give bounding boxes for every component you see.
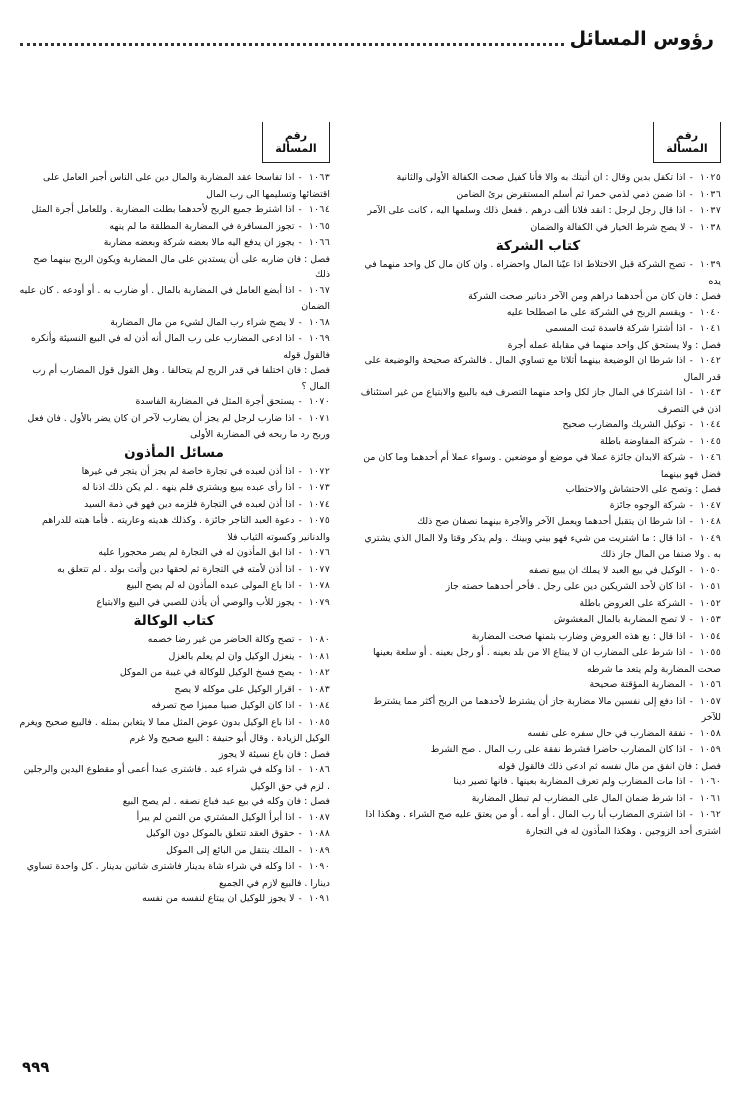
issue-number: ١٠٧١ - (297, 413, 330, 424)
issue-text: اذا مات المضارب ولم تعرف المضاربة بعينها . فانها تصير دينا (453, 776, 686, 787)
issue-text: اقرار الوكيل على موكله لا يصح (174, 683, 295, 695)
issue-number: ١٠٥٠ - (688, 565, 721, 576)
issue-number: ١٠٨١ - (297, 651, 330, 662)
issue-number: ١٠٧٩ - (297, 597, 330, 608)
issue-text: اذا شرطا ان الوضيعة بينهما أثلاثا مع تساوي المال . فالشركة صحيحة والوضيعة على قدر المال (364, 355, 721, 383)
issue-number: ١٠٨٥ - (297, 717, 330, 728)
issue-number: ١٠٧٦ - (297, 548, 330, 558)
issue-entry (18, 632, 330, 649)
issue-entry (355, 417, 721, 434)
issue-text: دعوة العبد التاجر جائزة . وكذلك هديته وعاريته . فأما هبته للدراهم والدنانير وكسوته الثياب فلا (42, 515, 330, 543)
issue-text: يستحق أجرة المثل في المضاربة الفاسدة (135, 396, 295, 407)
issue-entry (355, 726, 721, 743)
issue-number: ١٠٥٩ - (688, 745, 721, 755)
issue-number: ١٠٤٨ - (688, 517, 721, 527)
issue-text: المضاربة المؤقتة صحيحة (589, 679, 686, 690)
issue-number-label-box (653, 122, 721, 163)
issue-text: اذا كان المضارب حاضرا فشرط نفقة على رب المال . صح الشرط (430, 744, 686, 755)
issue-number: ١٠٦٥ - (297, 221, 330, 232)
issue-text: حقوق العقد تتعلق بالموكل دون الوكيل (145, 828, 295, 839)
page-number: ٩٩٩ (22, 1058, 50, 1076)
issue-text: اذا قال : ما اشتريت من شيء فهو بيني وبينك . ولم يذكر وقتا ولا المال الذي يشتري به . ولا صنفا من المال جاز ذلك (364, 532, 721, 560)
issue-text: اذا قال رجل لرجل : انقد فلانا ألف درهم . ففعل ذلك وسلمها اليه ، كانت على الآمر (367, 205, 686, 216)
left-column-head (18, 122, 330, 162)
issue-entry (355, 694, 721, 726)
section-heading: كتاب الوكالة (133, 613, 215, 629)
issue-number: ١٠٤٤ - (688, 420, 721, 430)
issue-number-label-line2: المسألة (666, 142, 708, 155)
issue-text: لا تصح المضاربة بالمال المغشوش (553, 614, 686, 625)
issue-number: ١٠٨٧ - (297, 812, 330, 823)
issue-text: شركة الوجوه جائزة (609, 499, 686, 511)
issue-text: فصل : فان وكله في بيع عبد فباع نصفه . لم يصح البيع (122, 796, 330, 807)
issue-text: نفقة المضارب في حال سفره على نفسه (527, 727, 686, 739)
issue-text: اذا قال : بع هذه العروض وضارب بثمنها صحت المضاربة (471, 630, 686, 642)
issue-entry (18, 170, 330, 202)
header-dotted-rule (20, 43, 564, 46)
right-column-head (355, 122, 721, 162)
issue-entry (18, 283, 330, 315)
issue-entry (355, 257, 721, 289)
section-heading: مسائل المأذون (124, 444, 224, 461)
issue-number: ١٠٤٣ - (688, 388, 721, 398)
issue-number: ١٠٥٢ - (688, 598, 721, 609)
issue-entry (355, 187, 721, 204)
issue-text: الملك ينتقل من البائع إلى الموكل (166, 844, 295, 856)
issue-entry (355, 629, 721, 646)
issue-entry (18, 315, 330, 332)
issue-entry (18, 202, 330, 219)
issue-text: اذا ابق المأذون له في التجارة لم يصر محجورا عليه (98, 547, 295, 558)
issue-entry (355, 579, 721, 596)
issue-number: ١٠٨٣ - (297, 684, 330, 695)
issue-number: ١٠٧٨ - (297, 581, 330, 591)
issue-entry (18, 794, 330, 810)
issue-text: اذا أبضع العامل في المضاربة بالمال . أو ضارب به . أو أودعه . كان عليه الضمان (19, 284, 330, 312)
issue-number: ١٠٧٥ - (297, 516, 330, 526)
issue-number: ١٠٥١ - (688, 582, 721, 592)
issue-text: يجوز ان يدفع اليه مالا بعضه شركة وبعضه مضاربة (103, 237, 295, 248)
issue-entry (355, 289, 721, 305)
issue-entry (18, 363, 330, 394)
issue-entry (355, 305, 721, 322)
issue-entry (355, 563, 721, 580)
issue-text: اذا اشترط جميع الربح لأحدهما بطلت المضاربة . وللعامل أجرة المثل (31, 204, 295, 215)
issue-number: ١٠٨٢ - (297, 668, 330, 678)
issue-number-label-line1: رقم (284, 129, 308, 142)
issue-text: تصح وكالة الحاضر من غير رضا خصمه (147, 634, 295, 645)
right-column (355, 122, 721, 839)
issue-number: ١٠٦٠ - (688, 777, 721, 787)
issue-number: ١٠٤٢ - (688, 356, 721, 366)
issue-entry (18, 843, 330, 860)
issue-entry (18, 394, 330, 411)
issue-entry (18, 578, 330, 595)
issue-number: ١٠٤٩ - (688, 533, 721, 544)
issue-entry (18, 235, 330, 252)
issue-number: ١٠٣٧ - (688, 206, 721, 216)
issue-text: اذا باع المولى عبده المأذون له لم يصح البيع (126, 580, 295, 591)
issue-entry (18, 715, 330, 747)
issue-entry (355, 482, 721, 498)
issue-text: اذا أذن لعبده في تجارة خاصة لم يجز أن يتجر في غيرها (81, 465, 295, 477)
issue-text: اذا أشترا شركة فاسدة ثبت المسمى (545, 323, 686, 334)
issue-entry (355, 514, 721, 531)
issue-text: اذا باع الوكيل بدون عوض المثل مما لا يتغابن بمثله . فالبيع صحيح ويغرم الوكيل الزيادة . وقال أبو حنيفة : البيع صحيح ولا غرم (19, 716, 330, 744)
header-title: رؤوس المسائل (569, 28, 714, 50)
issue-entry (18, 252, 330, 283)
issue-text: ويقسم الربح في الشركة على ما اصطلحا عليه (506, 306, 686, 318)
issue-entry (18, 464, 330, 481)
issue-text: اذا دفع إلى نفسين مالا مضاربة جاز أن يشترط لأحدهما من الربح أكثر مما يشترط للآخر (373, 695, 721, 723)
issue-text: اذا شرط على المضارب ان لا يبتاع الا من بلد بعينه . أو رجل بعينه . أو سلعة بعينها صحت المضاربة ولم يتعد ما شرطه (372, 647, 721, 675)
issue-entry (355, 170, 721, 187)
issue-text: تصح الشركة قبل الاختلاط اذا عيّنا المال واحضراه . وان كان مال كل واحد منهما في يده (364, 259, 721, 287)
issue-entry (18, 219, 330, 236)
issue-number: ١٠٨٩ - (297, 845, 330, 856)
issue-entry (18, 545, 330, 562)
issue-text: فصل : فان اختلفا في قدر الربح لم يتحالفا . وهل القول قول المضارب أم رب المال ؟ (32, 365, 330, 392)
issue-entry (18, 411, 330, 443)
issue-entry (18, 513, 330, 545)
issue-entry (355, 498, 721, 515)
issue-text: اذا رأى عبده يبيع ويشتري فلم ينهه . لم يكن ذلك اذنا له (81, 482, 295, 493)
issue-text: يجوز للأب والوصي أن يأذن للصبي في البيع والابتياع (96, 596, 295, 608)
issue-entry (18, 562, 330, 579)
issue-text: اذا تكفل بدين وقال : ان أتيتك به والا فأنا كفيل صحت الكفالة الأولى والثانية (396, 172, 686, 183)
issue-text: اذا ادعى المضارب على رب المال أنه أذن له في البيع النسيئة وأنكره فالقول قوله (30, 333, 330, 361)
issue-number: ١٠٥٦ - (688, 680, 721, 690)
issue-text: اذا أبرأ الوكيل المشتري من الثمن لم يبرأ (136, 811, 295, 823)
issue-entry (355, 450, 721, 482)
issue-number: ١٠٤١ - (688, 324, 721, 334)
issue-entry (355, 596, 721, 613)
issue-number: ١٠٦٨ - (297, 317, 330, 328)
issue-text: تجوز المسافرة في المضاربة المطلقة ما لم ينهه (109, 220, 295, 232)
issue-entry (18, 826, 330, 843)
issue-number: ١٠٦٤ - (297, 205, 330, 215)
issue-number: ١٠٦٩ - (297, 334, 330, 344)
issue-text: لا يصح شرط الخيار في الكفالة والضمان (530, 221, 686, 233)
issue-entry (18, 891, 330, 908)
issue-number: ١٠٦١ - (688, 793, 721, 804)
issue-entry (18, 682, 330, 699)
issue-text: لا يجوز للوكيل ان يبتاع لنفسه من نفسه (142, 893, 295, 904)
issue-number: ١٠٣٦ - (688, 189, 721, 200)
issue-text: اذا وكله في شراء عبد . فاشترى عبدا أعمى أو مقطوع اليدين والرجلين . لزم في حق الوكيل (23, 764, 330, 792)
issue-entry (18, 497, 330, 514)
issue-number: ١٠٨٤ - (297, 701, 330, 711)
issue-text: شركة الابدان جائزة عملا في موضع أو موضعين . وسواء عملا أم أحدهما وما كان من فضل فهو بينهما (363, 452, 721, 480)
issue-entry (355, 612, 721, 629)
issue-text: الوكيل في بيع العبد لا يملك ان يبيع نصفه (528, 564, 686, 576)
issue-number: ١٠٣٩ - (688, 260, 721, 270)
issue-number: ١٠٦٧ - (297, 285, 330, 296)
issue-number: ١٠٥٥ - (688, 648, 721, 658)
issue-number: ١٠٥٧ - (688, 696, 721, 707)
left-column (18, 122, 330, 908)
issue-number: ١٠٢٥ - (688, 173, 721, 183)
issue-number: ١٠٧٠ - (297, 397, 330, 407)
issue-text: لا يصح شراء رب المال لشيء من مال المضاربة (110, 316, 295, 328)
issue-number: ١٠٤٥ - (688, 436, 721, 447)
issue-entry (355, 807, 721, 839)
issue-number-label-line2: المسألة (275, 142, 317, 155)
issue-entry (18, 762, 330, 794)
issue-number: ١٠٦٦ - (297, 238, 330, 248)
issue-number: ١٠٥٤ - (688, 631, 721, 642)
issue-number: ١٠٥٨ - (688, 728, 721, 739)
issue-entry (355, 677, 721, 694)
issue-entry (355, 203, 721, 220)
issue-text: فصل : فان باع نسيئة لا يجوز (218, 748, 330, 760)
running-header (20, 22, 714, 56)
issue-text: اذا ضمن ذمي لذمي خمرا ثم أسلم المستقرض برئ الضامن (456, 188, 686, 200)
issue-entry (18, 810, 330, 827)
issue-text: اذا اشترى المضارب أبا رب المال . أو أمه . أو من يعتق عليه صح الشراء . وهكذا اذا اشترى أحد الزوجين . وهكذا المأذون له في التجارة (365, 809, 721, 837)
issue-text: اذا وكله في شراء شاة بدينار فاشترى شاتين بدينار . كل واحدة تساوي دينارا . فالبيع لازم في الجميع (26, 861, 330, 889)
issue-text: الشركة على العروض باطلة (579, 597, 686, 609)
issue-entry (355, 434, 721, 451)
issue-text: شركة المفاوضة باطلة (599, 435, 686, 447)
issue-number: ١٠٦٣ - (297, 173, 330, 183)
issue-text: اذا كان لأحد الشريكين دين على رجل . فأخر أحدهما حصته جاز (445, 581, 686, 592)
section-heading: كتاب الشركة (495, 238, 581, 254)
issue-entry (18, 595, 330, 612)
issue-entry (355, 321, 721, 338)
issue-number: ١٠٥٣ - (688, 615, 721, 625)
issue-entry (355, 791, 721, 808)
issue-entry (18, 859, 330, 891)
issue-text: يصح فسخ الوكيل للوكالة في غيبة من الموكل (119, 667, 295, 678)
issue-number: ١٠٧٧ - (297, 564, 330, 575)
issue-text: اذا شرطا ان يتقبل أحدهما ويعمل الآخر والأجرة بينهما نصفان صح ذلك (417, 516, 686, 527)
issue-entry (18, 649, 330, 666)
issue-text: فصل : ولا يستحق كل واحد منهما في مقابلة عمله أجرة (507, 339, 721, 351)
issue-number: ١٠٧٢ - (297, 466, 330, 477)
issue-entry (355, 531, 721, 563)
issue-entry (355, 759, 721, 775)
issue-entry (18, 480, 330, 497)
issue-text: فصل : فان كان من أحدهما دراهم ومن الآخر دنانير صحت الشركة (468, 291, 721, 302)
issue-number: ١٠٧٣ - (297, 483, 330, 493)
issue-number-label-line1: رقم (675, 129, 699, 142)
issue-text: فصل : فان انفق من مال نفسه ثم ادعى ذلك فالقول قوله (497, 760, 721, 772)
right-column-list (355, 170, 721, 839)
issue-number: ١٠٣٨ - (688, 222, 721, 233)
issue-entry (18, 331, 330, 363)
issue-text: ينعزل الوكيل وان لم يعلم بالعزل (168, 650, 295, 662)
issue-text: اذا شرط ضمان المال على المضارب لم تبطل المضاربة (471, 792, 686, 804)
issue-text: اذا أذن لعبده في التجارة فلزمه دين فهو في ذمة السيد (84, 498, 295, 510)
issue-number: ١٠٧٤ - (297, 499, 330, 510)
issue-text: توكيل الشريك والمضارب صحيح (562, 419, 686, 430)
issue-number: ١٠٨٨ - (297, 829, 330, 839)
issue-text: فصل : وتصح على الاحتشاش والاحتطاب (565, 484, 721, 495)
issue-number: ١٠٤٧ - (688, 500, 721, 511)
issue-entry (355, 742, 721, 759)
issue-number: ١٠٩١ - (297, 894, 330, 904)
left-column-list (18, 170, 330, 908)
issue-text: فصل : فان ضاربه على أن يستدين على مال المضاربة ويكون الربح بينهما صح ذلك (33, 253, 330, 280)
issue-number: ١٠٦٢ - (688, 810, 721, 820)
issue-number: ١٠٩٠ - (297, 862, 330, 872)
issue-entry (355, 774, 721, 791)
issue-entry (355, 220, 721, 237)
issue-entry (355, 353, 721, 385)
issue-entry (18, 698, 330, 715)
issue-entry (355, 645, 721, 677)
issue-number: ١٠٨٦ - (297, 765, 330, 775)
issue-entry (18, 665, 330, 682)
issue-entry (355, 385, 721, 417)
issue-entry (18, 747, 330, 763)
issue-text: اذا كان الوكيل صبيا مميزا صح تصرفه (151, 700, 295, 711)
issue-text: اذا اشتركا في المال جاز لكل واحد منهما التصرف فيه بالبيع والابتياع من غير استئناف اذن في التصرف (360, 387, 721, 415)
issue-number: ١٠٤٦ - (688, 453, 721, 463)
issue-text: اذا ضارب لرجل لم يجز أن يضارب لآخر ان كان يضر بالأول . فان فعل وربح رد ما ربحه في المضاربة الأولى (27, 412, 330, 440)
issue-number: ١٠٤٠ - (688, 307, 721, 318)
issue-text: اذا تفاسخا عقد المضاربة والمال دين على الناس أجبر العامل على اقتضائها وتسليمها الى رب المال (43, 172, 330, 200)
issue-number-label-box (262, 122, 330, 163)
issue-entry (355, 338, 721, 354)
issue-text: اذا أذن لأمته في التجارة ثم لحقها دين وأتت بولد . لم تتعلق به (57, 563, 295, 575)
issue-number: ١٠٨٠ - (297, 635, 330, 645)
